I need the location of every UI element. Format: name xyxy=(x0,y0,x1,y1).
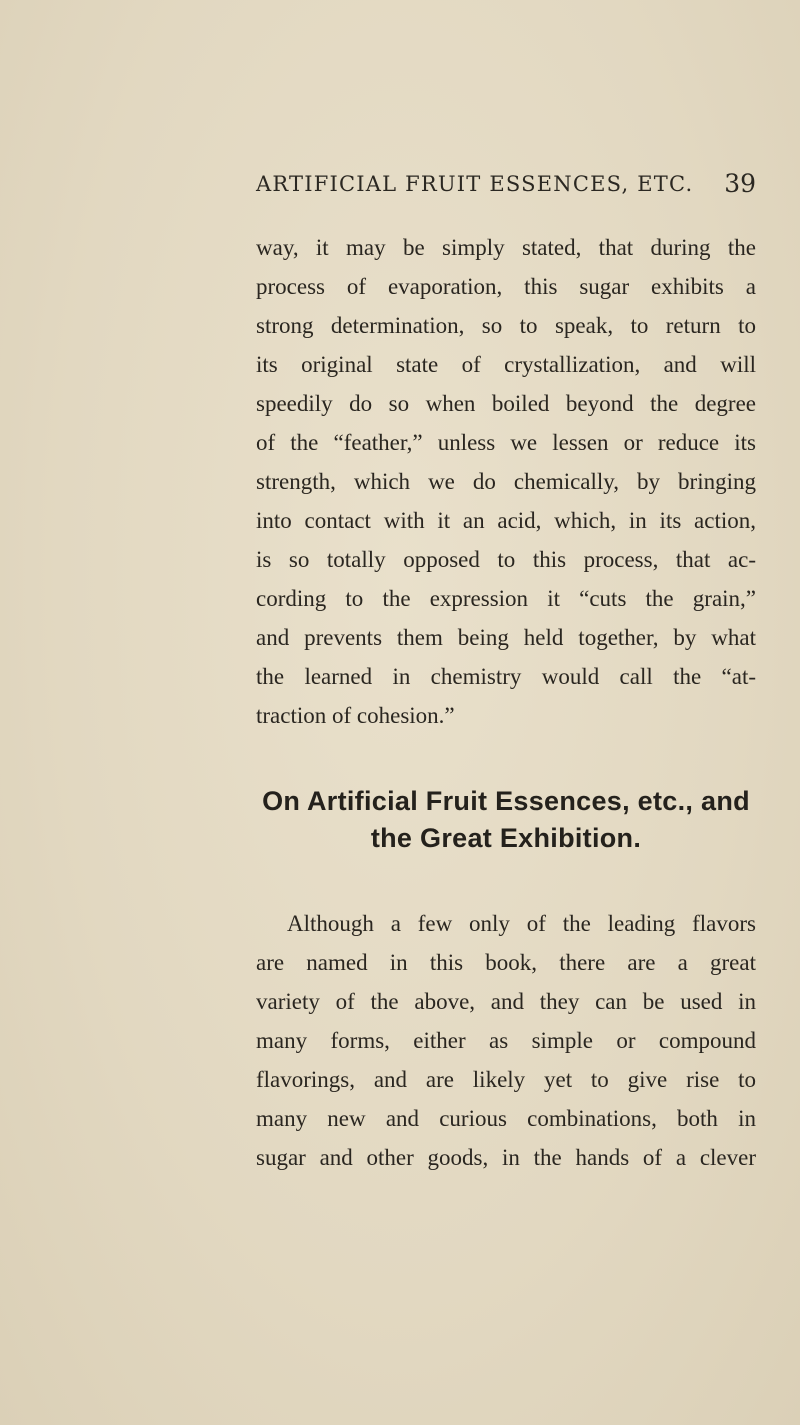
text-line: the learned in chemistry would call the “at- xyxy=(256,664,756,689)
text-line: Although a few only of the leading flavors xyxy=(287,911,756,936)
text-line: and prevents them being held together, by what xyxy=(256,625,756,650)
text-line: its original state of crystallization, and will xyxy=(256,352,756,377)
text-line: cording to the expression it “cuts the grain,” xyxy=(256,586,756,611)
text-line: flavorings, and are likely yet to give rise to xyxy=(256,1067,756,1092)
page-number: 39 xyxy=(724,169,756,198)
text-line: variety of the above, and they can be used in xyxy=(256,989,756,1014)
paragraph xyxy=(256,904,756,1177)
text-line: sugar and other goods, in the hands of a clever xyxy=(256,1145,756,1170)
text-line: speedily do so when boiled beyond the degree xyxy=(256,391,756,416)
running-head xyxy=(256,169,756,202)
text-line: way, it may be simply stated, that during the xyxy=(256,235,756,260)
text-line: are named in this book, there are a great xyxy=(256,950,756,975)
section-heading-line-2: the Great Exhibition. xyxy=(370,823,642,853)
text-line: is so totally opposed to this process, that ac- xyxy=(256,547,756,572)
paragraph-continued xyxy=(256,228,756,735)
text-line: traction of cohesion.” xyxy=(256,703,455,728)
section-heading-line-1: On Artificial Fruit Essences, etc., and xyxy=(262,786,750,816)
section-heading xyxy=(256,783,756,857)
text-line: many new and curious combinations, both in xyxy=(256,1106,756,1131)
text-line: process of evaporation, this sugar exhibits a xyxy=(256,274,756,299)
text-line: strong determination, so to speak, to return to xyxy=(256,313,756,338)
text-line: of the “feather,” unless we lessen or reduce its xyxy=(256,430,756,455)
text-line: strength, which we do chemically, by bringing xyxy=(256,469,756,494)
text-line: many forms, either as simple or compound xyxy=(256,1028,756,1053)
running-title: ARTIFICIAL FRUIT ESSENCES, ETC. xyxy=(256,172,694,196)
text-line: into contact with it an acid, which, in its action, xyxy=(256,508,756,533)
